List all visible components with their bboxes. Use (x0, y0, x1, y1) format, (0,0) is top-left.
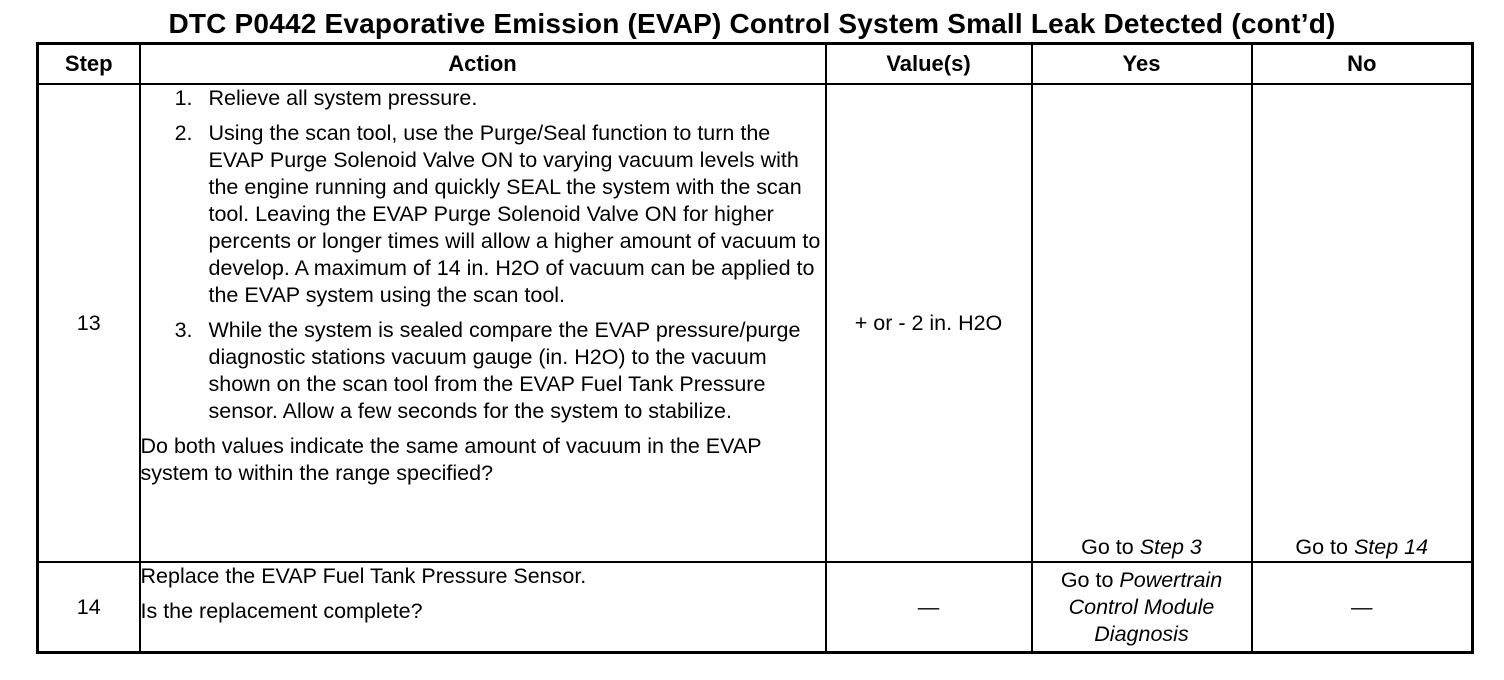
action-question: Is the replacement complete? (140, 599, 423, 624)
yes-cell (1032, 562, 1252, 652)
action-step-1: 1. Relieve all system pressure. (199, 85, 825, 112)
no-prefix: Go to (1295, 535, 1354, 560)
action-question: Do both values indicate the same amount of vacuum in the EVAP system to within the range specified? (140, 434, 762, 485)
yes-pcm-link-line2[interactable]: Control Module (1068, 594, 1215, 619)
action-steps-list (141, 85, 825, 425)
header-yes: Yes (1032, 44, 1252, 85)
diagnostic-table (36, 42, 1474, 654)
action-step-2: 2. Using the scan tool, use the Purge/Seal function to turn the EVAP Purge Solenoid Valve ON to varying vacuum levels with the engine running and quickly SEAL the system with the scan tool. Leaving the EVAP Purge Solenoid Valve ON for higher percents or longer times will allow a higher amount of vacuum to develop. A maximum of 14 in. H2O of vacuum can be applied to the EVAP system using the scan tool. (199, 120, 825, 309)
yes-pcm-link-line1[interactable]: Powertrain (1119, 567, 1223, 592)
value-cell: — (826, 562, 1032, 652)
header-step: Step (38, 44, 140, 85)
no-cell: — (1252, 562, 1473, 652)
yes-cell (1032, 84, 1252, 562)
yes-step-link[interactable]: Step 3 (1139, 535, 1202, 560)
action-cell (140, 562, 826, 652)
table-row-step-14 (38, 562, 1473, 652)
step-number: 14 (38, 562, 140, 652)
header-action: Action (140, 44, 826, 85)
no-cell (1252, 84, 1473, 562)
action-text: Replace the EVAP Fuel Tank Pressure Sensor. (140, 564, 587, 589)
action-cell (140, 84, 826, 562)
action-step-3: 3. While the system is sealed compare the EVAP pressure/purge diagnostic stations vacuum gauge (in. H2O) to the vacuum shown on the scan tool from the EVAP Fuel Tank Pressure sensor. Allow a few seconds for the system to stabilize. (199, 317, 825, 425)
header-no: No (1252, 44, 1473, 85)
yes-prefix: Go to (1060, 567, 1120, 592)
table-row-step-13 (38, 84, 1473, 562)
yes-pcm-link-line3[interactable]: Diagnosis (1094, 621, 1189, 646)
yes-prefix: Go to (1081, 535, 1140, 560)
no-step-link[interactable]: Step 14 (1353, 535, 1429, 560)
page-title: DTC P0442 Evaporative Emission (EVAP) Control System Small Leak Detected (cont’d) (168, 8, 1336, 39)
step-number: 13 (38, 84, 140, 562)
header-row (38, 44, 1473, 85)
header-values: Value(s) (826, 44, 1032, 85)
value-cell: + or - 2 in. H2O (826, 84, 1032, 562)
